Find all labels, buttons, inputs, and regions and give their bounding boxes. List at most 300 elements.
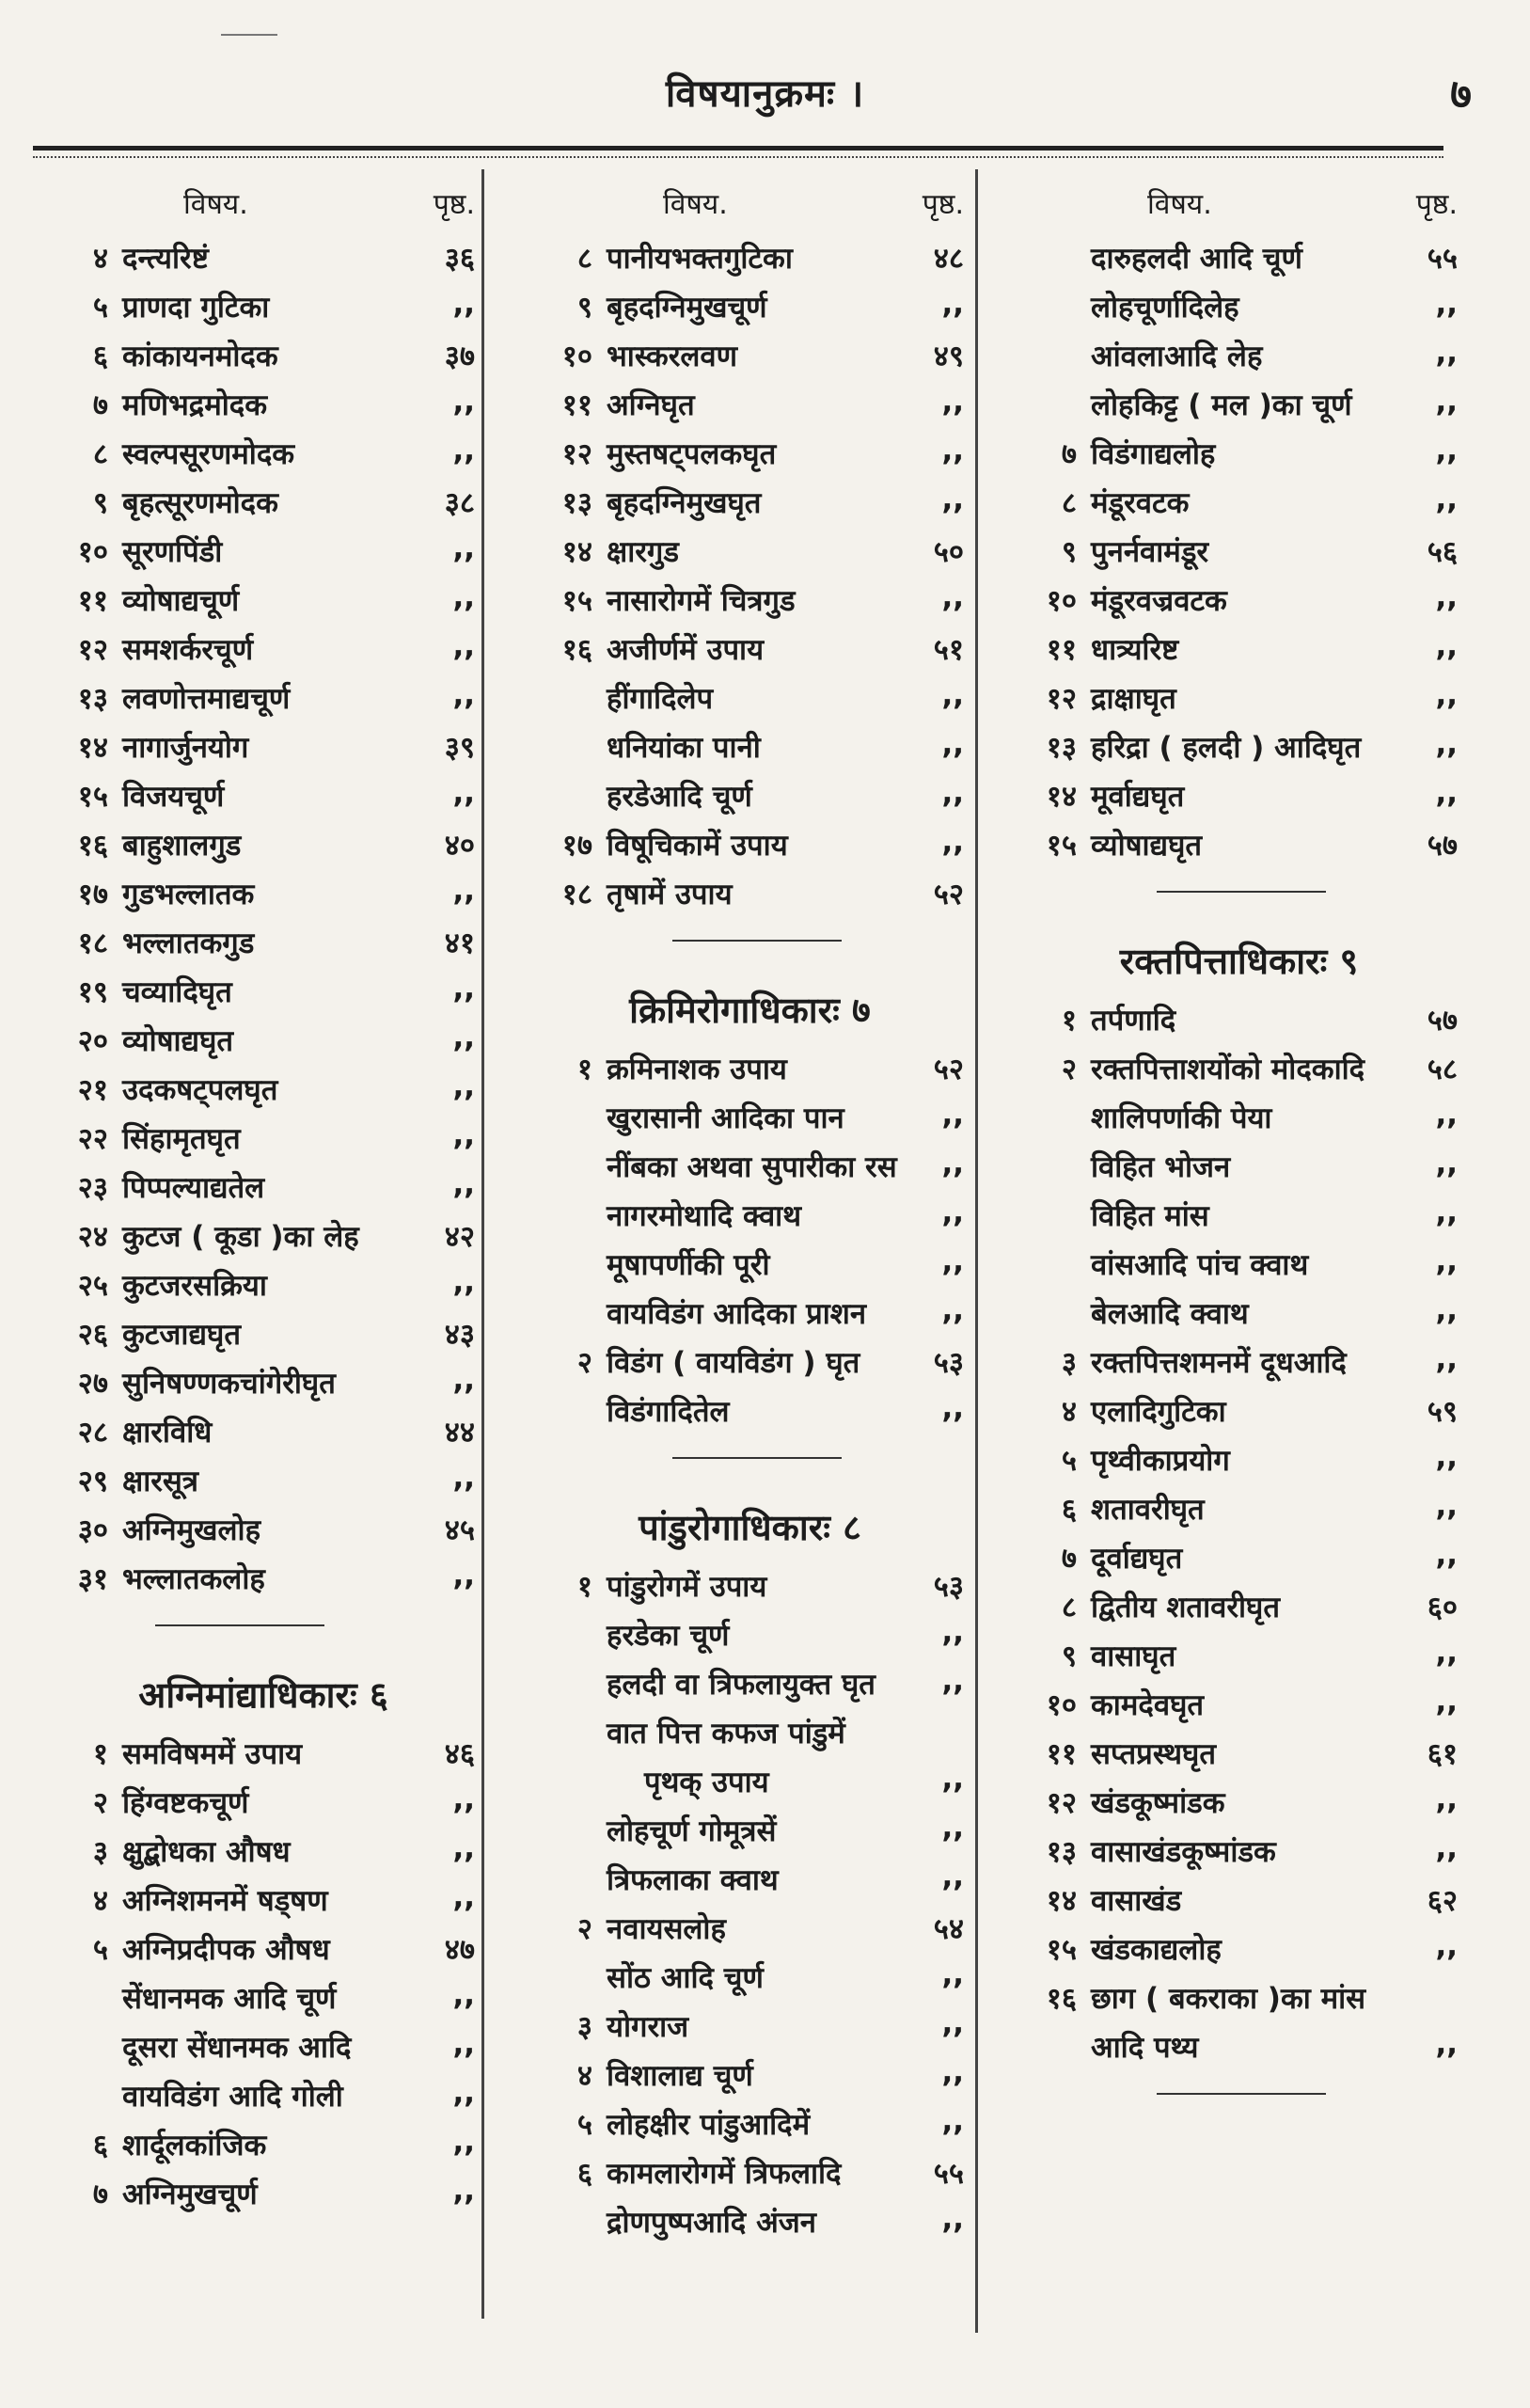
entry-title: नवायसलोह [607, 1912, 726, 1946]
entry-title: वांसआदि पांच क्वाथ [1091, 1248, 1309, 1282]
entry-number: १८ [77, 927, 108, 960]
section-divider [536, 915, 964, 968]
entry-number: ४ [576, 2059, 592, 2093]
entry-title: कामलारोगमें त्रिफलादि [607, 2157, 842, 2191]
entry-title: योगराज [607, 2010, 689, 2044]
entry-title: पांडुरोगमें उपाय [607, 1570, 767, 1604]
index-entry [536, 1950, 964, 1999]
entry-number: २३ [77, 1171, 108, 1205]
entry-title: आंवलाआदि लेह [1091, 340, 1263, 373]
entry-number: ९ [1061, 1640, 1077, 1673]
entry-page: ,, [941, 1293, 964, 1327]
entry-title: नागार्जुनयोग [122, 731, 249, 765]
entry-page: ,, [452, 1363, 475, 1397]
section-divider [52, 1600, 475, 1653]
index-entry [536, 279, 964, 328]
section-heading [52, 1653, 475, 1726]
entry-title: अग्निप्रदीपक औषध [122, 1933, 330, 1967]
entry-number: १२ [1046, 1786, 1077, 1820]
entry-title: खुरासानी आदिका पान [607, 1101, 844, 1135]
entry-number: १६ [77, 829, 108, 863]
entry-number: १ [576, 1570, 592, 1604]
entry-number: ११ [1046, 633, 1077, 667]
index-entry [1020, 1579, 1458, 1628]
index-entry [52, 671, 475, 720]
entry-title: व्योषाद्यघृत [122, 1024, 234, 1058]
entry-title: सुनिषण्णकचांगेरीघृत [122, 1367, 336, 1401]
entry-number: ५ [92, 1933, 108, 1967]
entry-title: छाग ( बकराका )का मांस [1091, 1982, 1366, 2016]
entry-page: ४४ [444, 1416, 475, 1450]
entry-page: ,, [941, 1811, 964, 1845]
entry-page: ,, [1435, 1293, 1458, 1327]
index-entry [52, 230, 475, 279]
entry-title: नासारोगमें चित्रगुड [607, 584, 796, 618]
entry-number: ४ [92, 242, 108, 276]
index-entry [536, 1139, 964, 1188]
index-entry [1020, 622, 1458, 671]
entry-title: अग्निशमनमें षड्षण [122, 1884, 328, 1918]
entry-page: ,, [941, 385, 964, 419]
index-entry [52, 1775, 475, 1824]
entry-title: अग्निमुखचूर्ण [122, 2178, 258, 2211]
entry-page: ,, [452, 678, 475, 712]
entry-page: ३७ [444, 340, 475, 373]
entry-page: ,, [452, 1118, 475, 1152]
entry-number: १० [77, 535, 108, 569]
entry-number: २४ [77, 1220, 108, 1254]
index-entry [536, 1901, 964, 1950]
entry-number: ६ [576, 2157, 592, 2191]
entry-title: पृथ्वीकाप्रयोग [1091, 1444, 1230, 1478]
entry-title: द्राक्षाघृत [1091, 682, 1176, 716]
index-entry [536, 475, 964, 524]
entry-page: ,, [941, 483, 964, 516]
entry-page: ४१ [444, 927, 475, 960]
index-entry [536, 671, 964, 720]
entry-page: ,, [452, 1782, 475, 1816]
entry-page: ५४ [933, 1912, 964, 1946]
entry-page: ,, [941, 1098, 964, 1132]
index-entry [1020, 1824, 1458, 1873]
entry-number: १३ [561, 486, 592, 520]
index-entry [536, 328, 964, 377]
entry-title: व्योषाद्यचूर्ण [122, 584, 240, 618]
entry-number: ४ [92, 1884, 108, 1918]
entry-number: १० [1046, 584, 1077, 618]
entry-title: मुस्तषट्पलकघृत [607, 437, 777, 471]
index-entry [52, 1160, 475, 1209]
index-entry [536, 1188, 964, 1237]
entry-number: ९ [1061, 535, 1077, 569]
entry-title: सोंठ आदि चूर्ण [607, 1961, 764, 1995]
entry-number: १० [1046, 1688, 1077, 1722]
index-entry [52, 2166, 475, 2215]
page-number: ७ [1450, 71, 1472, 119]
page-heading: पृष्ठ. [1415, 188, 1458, 221]
index-column-3 [1020, 183, 1458, 2121]
index-entry [1020, 1971, 1458, 2020]
entry-number: १२ [1046, 682, 1077, 716]
entry-page: ,, [941, 1762, 964, 1796]
index-entry [52, 1971, 475, 2020]
index-entry [1020, 1628, 1458, 1677]
index-entry [536, 1237, 964, 1286]
index-entry [536, 1608, 964, 1656]
entry-page: ५२ [933, 1053, 964, 1086]
index-entry [1020, 230, 1458, 279]
entry-page: ,, [941, 1244, 964, 1278]
entry-page: ,, [452, 776, 475, 810]
entry-number: १ [92, 1737, 108, 1771]
entry-title: वासाघृत [1091, 1640, 1176, 1673]
entry-number: ९ [92, 486, 108, 520]
index-entry [536, 573, 964, 622]
entry-page: ४६ [444, 1737, 475, 1771]
entry-title: शतावरीघृत [1091, 1493, 1205, 1527]
entry-number: १० [561, 340, 592, 373]
entry-page: ,, [941, 1664, 964, 1698]
entry-page: ,, [941, 1957, 964, 1991]
entry-page: ,, [452, 1831, 475, 1865]
entry-number: १५ [77, 780, 108, 814]
entry-number: ९ [576, 291, 592, 325]
column-header [536, 183, 964, 230]
section-heading [1020, 919, 1458, 992]
entry-number: ३० [77, 1513, 108, 1547]
entry-page: ,, [452, 1167, 475, 1201]
entry-page: ४० [444, 829, 475, 863]
index-entry [536, 768, 964, 817]
entry-number: ११ [561, 388, 592, 422]
entry-title: तृषामें उपाय [607, 878, 733, 911]
entry-title: सप्तप्रस्थघृत [1091, 1737, 1217, 1771]
index-entry [52, 1824, 475, 1873]
entry-title: पिप्पल्याद्यतेल [122, 1171, 265, 1205]
entry-title: लोहक्षीर पांडुआदिमें [607, 2108, 811, 2142]
entry-title: बाहुशालगुड [122, 829, 242, 863]
index-entry [536, 1656, 964, 1705]
entry-page: ५७ [1427, 1004, 1458, 1038]
entry-page: ,, [452, 2027, 475, 2061]
entry-number: ३१ [77, 1562, 108, 1596]
index-entry [536, 1286, 964, 1335]
index-entry [52, 426, 475, 475]
entry-title: क्रमिनाशक उपाय [607, 1053, 787, 1086]
entry-number: १८ [561, 878, 592, 911]
entry-page: ४८ [933, 242, 964, 276]
entry-number: १ [576, 1053, 592, 1086]
entry-title: दूर्वाद्यघृत [1091, 1542, 1183, 1576]
index-entry [536, 1852, 964, 1901]
index-entry [52, 2117, 475, 2166]
entry-page: ,, [1435, 727, 1458, 761]
entry-number: २५ [77, 1269, 108, 1303]
entry-title: हरिद्रा ( हलदी ) आदिघृत [1091, 731, 1362, 765]
entry-number: २ [92, 1786, 108, 1820]
section-divider [536, 1433, 964, 1485]
index-entry [536, 1803, 964, 1852]
entry-number: ५ [92, 291, 108, 325]
entry-number: १३ [1046, 1835, 1077, 1869]
index-entry [536, 1705, 964, 1754]
entry-title: हलदी वा त्रिफलायुक्त घृत [607, 1668, 875, 1702]
entry-page: ,, [941, 434, 964, 467]
entry-title: विषूचिकामें उपाय [607, 829, 788, 863]
entry-number: ५ [1061, 1444, 1077, 1478]
entry-page: ४२ [444, 1220, 475, 1254]
index-entry [536, 2048, 964, 2097]
entry-page: ५९ [1427, 1395, 1458, 1429]
entry-page: ,, [452, 1559, 475, 1592]
entry-page: ,, [1435, 385, 1458, 419]
index-entry [536, 426, 964, 475]
entry-title: बृहदग्निमुखचूर्ण [607, 291, 767, 325]
index-entry [52, 2020, 475, 2068]
entry-title: नागरमोथादि क्वाथ [607, 1199, 802, 1233]
entry-title: प्राणदा गुटिका [122, 291, 270, 325]
index-entry [1020, 1286, 1458, 1335]
entry-title: कांकायनमोदक [122, 340, 278, 373]
entry-page: ५३ [933, 1346, 964, 1380]
entry-title: वात पित्त कफज पांडुमें [607, 1717, 845, 1751]
entry-page: ३८ [444, 486, 475, 520]
entry-page: ,, [941, 2006, 964, 2040]
index-entry [1020, 1481, 1458, 1530]
entry-number: २ [576, 1346, 592, 1380]
entry-page: ,, [1435, 678, 1458, 712]
subject-heading: विषय. [183, 188, 248, 221]
index-entry [1020, 475, 1458, 524]
entry-number: २२ [77, 1122, 108, 1156]
entry-title: विशालाद्य चूर्ण [607, 2059, 753, 2093]
index-entry [1020, 1335, 1458, 1384]
entry-page: ५१ [933, 633, 964, 667]
entry-page: ,, [452, 1461, 475, 1495]
entry-page: ५२ [933, 878, 964, 911]
entry-page: ,, [452, 874, 475, 908]
index-entry [1020, 671, 1458, 720]
entry-page: ४३ [444, 1318, 475, 1352]
entry-title: रक्तपित्तशमनमें दूधआदि [1091, 1346, 1347, 1380]
entry-title: पुनर्नवामंडूर [1091, 535, 1209, 569]
entry-title: विहित भोजन [1091, 1150, 1231, 1184]
entry-title: क्षारविधि [122, 1416, 213, 1450]
entry-page: ,, [1435, 1538, 1458, 1572]
entry-number: १७ [561, 829, 592, 863]
entry-title: लोहचूर्ण गोमूत्रसें [607, 1814, 777, 1848]
index-entry [1020, 1237, 1458, 1286]
index-entry [1020, 1041, 1458, 1090]
index-entry [52, 720, 475, 768]
entry-page: ,, [452, 2174, 475, 2208]
section-divider [1020, 2068, 1458, 2121]
entry-title: विडंगादितेल [607, 1395, 730, 1429]
index-entry [536, 1999, 964, 2048]
index-entry [1020, 1677, 1458, 1726]
index-entry [1020, 1384, 1458, 1433]
entry-number: ७ [1061, 437, 1077, 471]
section-divider [1020, 866, 1458, 919]
index-entry [52, 1307, 475, 1355]
index-entry [536, 622, 964, 671]
entry-page: ४५ [444, 1513, 475, 1547]
entry-title: सेंधानमक आदि चूर्ण [122, 1982, 337, 2016]
page-heading: पृष्ठ. [433, 188, 475, 221]
entry-page: ५३ [933, 1570, 964, 1604]
entry-title: सूरणपिंडी [122, 535, 223, 569]
entry-page: ,, [941, 1860, 964, 1893]
header-rule-dotted [33, 156, 1443, 158]
entry-page: ,, [1435, 1636, 1458, 1670]
index-entry [1020, 1139, 1458, 1188]
entry-title: हींगादिलेप [607, 682, 714, 716]
index-entry [1020, 992, 1458, 1041]
entry-number: १६ [1046, 1982, 1077, 2016]
index-entry [1020, 2020, 1458, 2068]
entry-number: ८ [1061, 1591, 1077, 1624]
index-entry [52, 279, 475, 328]
entry-title: भल्लातकगुड [122, 927, 255, 960]
entry-title: समविषममें उपाय [122, 1737, 303, 1771]
index-entry [52, 915, 475, 964]
index-entry [536, 1754, 964, 1803]
index-entry [52, 573, 475, 622]
entry-title: क्षारगुड [607, 535, 679, 569]
entry-title: उदकषट्पलघृत [122, 1073, 278, 1107]
index-entry [52, 1013, 475, 1062]
entry-page: ,, [452, 629, 475, 663]
index-entry [52, 2068, 475, 2117]
index-entry [536, 1090, 964, 1139]
entry-number: ३ [1061, 1346, 1077, 1380]
entry-number: १९ [77, 975, 108, 1009]
entry-title: क्षारसूत्र [122, 1465, 199, 1498]
index-entry [1020, 573, 1458, 622]
entry-page: ,, [941, 287, 964, 321]
index-entry [52, 866, 475, 915]
entry-page: ,, [941, 2202, 964, 2236]
entry-number: १३ [77, 682, 108, 716]
entry-page: ,, [941, 1147, 964, 1180]
index-entry [52, 1453, 475, 1502]
entry-page: ,, [941, 727, 964, 761]
entry-page: ,, [1435, 2027, 1458, 2061]
entry-title: वायविडंग आदि गोली [122, 2080, 343, 2114]
entry-number: १५ [1046, 829, 1077, 863]
index-entry [1020, 328, 1458, 377]
entry-title: शार्दूलकांजिक [122, 2129, 267, 2162]
entry-title: वासाखंड [1091, 1884, 1182, 1918]
index-entry [52, 377, 475, 426]
entry-number: ७ [1061, 1542, 1077, 1576]
entry-title: दन्त्यरिष्टं [122, 242, 209, 276]
index-entry [536, 1041, 964, 1090]
entry-title: लवणोत्तमाद्यचूर्ण [122, 682, 291, 716]
entry-page: ,, [941, 2055, 964, 2089]
entry-page: ,, [452, 1880, 475, 1914]
entry-number: ४ [1061, 1395, 1077, 1429]
entry-page: ,, [941, 1615, 964, 1649]
index-entry [1020, 768, 1458, 817]
index-entry [52, 475, 475, 524]
entry-number: १४ [561, 535, 592, 569]
index-entry [1020, 817, 1458, 866]
index-entry [52, 622, 475, 671]
entry-number: १५ [1046, 1933, 1077, 1967]
index-entry [52, 1922, 475, 1971]
index-entry [52, 1111, 475, 1160]
entry-title: कुटजाद्यघृत [122, 1318, 241, 1352]
entry-number: ११ [1046, 1737, 1077, 1771]
entry-page: ५७ [1427, 829, 1458, 863]
entry-title: पृथक् उपाय [644, 1766, 769, 1799]
section-heading-text: क्रिमिरोगाधिकारः ७ [629, 990, 871, 1031]
entry-page: ,, [941, 2104, 964, 2138]
entry-number: ५ [576, 2108, 592, 2142]
entry-number: २ [1061, 1053, 1077, 1086]
entry-page: ६० [1427, 1591, 1458, 1624]
entry-page: ,, [1435, 776, 1458, 810]
entry-title: चव्यादिघृत [122, 975, 232, 1009]
index-entry [52, 524, 475, 573]
entry-title: बेलआदि क्वाथ [1091, 1297, 1249, 1331]
entry-title: रक्तपित्ताशयोंको मोदकादि [1091, 1053, 1365, 1086]
entry-title: मंडूरवटक [1091, 486, 1190, 520]
entry-title: बृहत्सूरणमोदक [122, 486, 278, 520]
entry-page: ,, [452, 287, 475, 321]
entry-number: २१ [77, 1073, 108, 1107]
entry-number: १५ [561, 584, 592, 618]
entry-page: ,, [941, 825, 964, 859]
entry-title: व्योषाद्यघृत [1091, 829, 1203, 863]
entry-number: ११ [77, 584, 108, 618]
entry-page: ,, [941, 678, 964, 712]
header-rule [33, 146, 1443, 150]
entry-title: एलादिगुटिका [1091, 1395, 1226, 1429]
entry-page: ,, [1435, 1685, 1458, 1719]
entry-page: ४७ [444, 1933, 475, 1967]
entry-title: समशर्करचूर्ण [122, 633, 254, 667]
entry-number: १२ [77, 633, 108, 667]
entry-title: कामदेवघृत [1091, 1688, 1205, 1722]
entry-page: ,, [1435, 1147, 1458, 1180]
entry-number: ७ [92, 2178, 108, 2211]
entry-number: ६ [92, 340, 108, 373]
entry-number: २ [576, 1912, 592, 1946]
entry-page: ,, [1435, 434, 1458, 467]
entry-page: ,, [1435, 1196, 1458, 1229]
entry-page: ,, [452, 1265, 475, 1299]
index-entry [52, 964, 475, 1013]
index-entry [52, 328, 475, 377]
section-heading-text: पांडुरोगाधिकारः ८ [639, 1507, 861, 1548]
entry-title: भल्लातकलोह [122, 1562, 265, 1596]
index-entry [1020, 1922, 1458, 1971]
entry-page: ,, [452, 2076, 475, 2110]
entry-title: विडंगाद्यलोह [1091, 437, 1216, 471]
entry-page: ,, [452, 1069, 475, 1103]
index-entry [1020, 377, 1458, 426]
section-heading [536, 1485, 964, 1559]
entry-page: ३९ [444, 731, 475, 765]
entry-page: ,, [1435, 1098, 1458, 1132]
entry-title: मंडूरवज्रवटक [1091, 584, 1227, 618]
entry-title: लोहकिट्ट ( मल )का चूर्ण [1091, 388, 1352, 422]
index-entry [536, 230, 964, 279]
index-entry [52, 1551, 475, 1600]
print-mark [221, 34, 277, 36]
